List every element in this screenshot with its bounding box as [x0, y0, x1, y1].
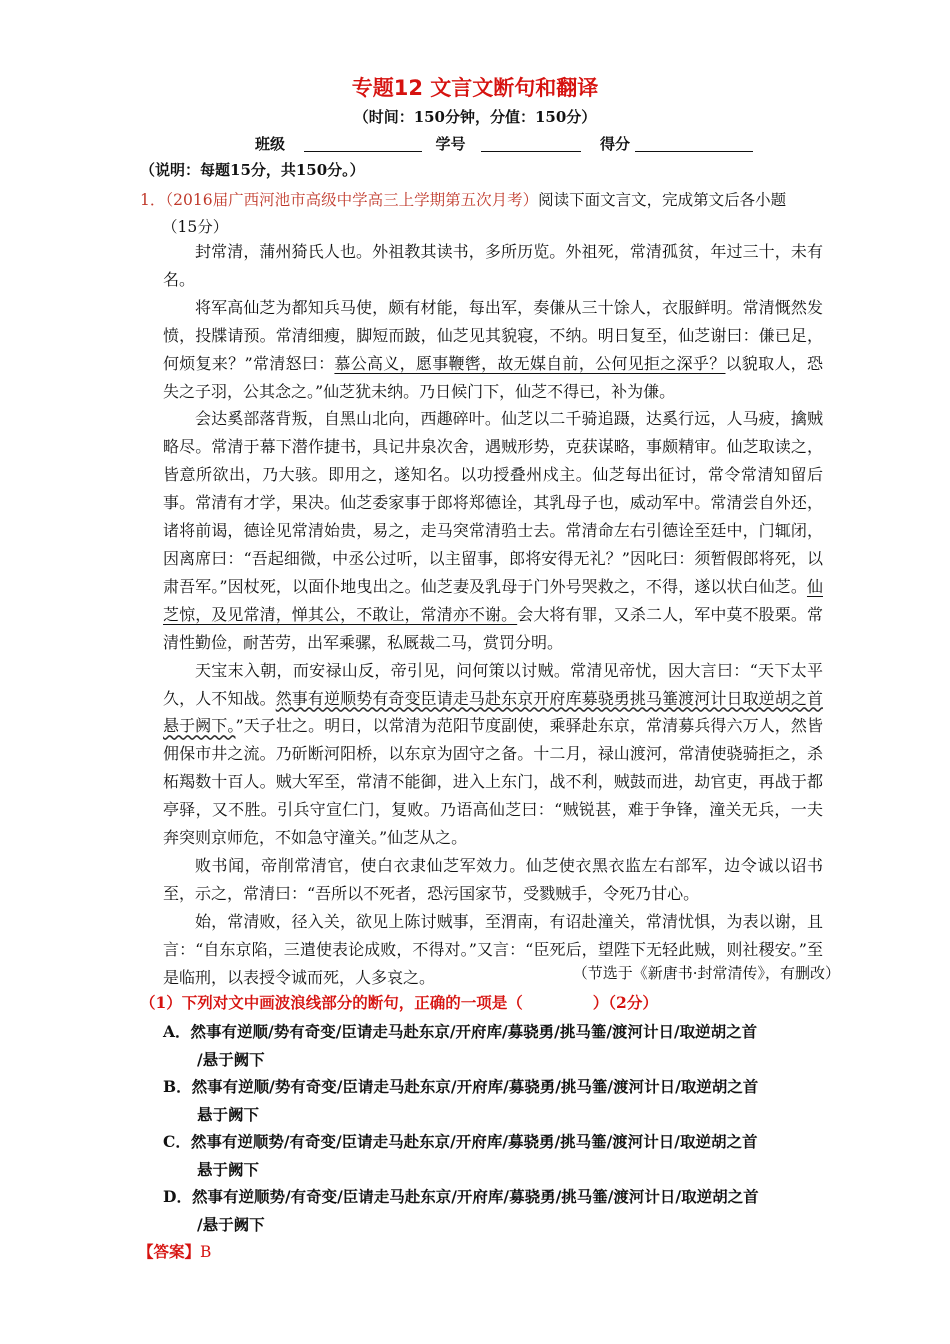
question-1-header [140, 187, 840, 241]
passage-text: 以貌取人，恐失之子羽，公其念之。”仙芝犹未纳。乃日候门下，仙芝不得已，补为傔。 [163, 353, 823, 401]
passage-paragraph: 始，常清败，径入关，欲见上陈讨贼事，至渭南，有诏赴潼关，常清忧惧，为表以谢，且言：“自东京陷，三遣使表论成败，不得对。”又言：“臣死后，望陛下无轻此贼，则社稷安。”至是临刑，以表授令诚而死，人多哀之。 [163, 911, 823, 987]
student-info-fields [255, 133, 753, 154]
option-text: D．然事有逆顺势/有奇变/臣请走马赴东京/开府库/募骁勇/挑马箠/渡河计日/取逆胡之首 [163, 1187, 759, 1206]
passage-source: （节选于《新唐书·封常清传》，有删改） [572, 964, 840, 982]
passage-text: 将军高仙芝为都知兵马使，颇有材能，每出军，奏傔从三十馀人，衣服鲜明。常清慨然发愤，投牒请预。常清细瘦，脚短而跛，仙芝见其貌寝，不纳。明日复至，仙芝谢曰：傔已足，何烦复来？”常清怒曰： [163, 297, 823, 373]
score-label: 得分 [599, 135, 630, 153]
wavy-underlined-sentence: 然事有逆顺势有奇变臣请走马赴东京开府库募骁勇挑马箠渡河计日取逆胡之首悬于阙下。 [163, 688, 823, 736]
question-number: 1． [140, 191, 166, 209]
underlined-sentence: 仙芝惊，及见常清，惮其公，不敢让，常清亦不谢。 [163, 576, 823, 624]
exam-time-score: （时间：150分钟，分值：150分） [353, 108, 597, 126]
option-text-continued: /悬于阙下 [197, 1214, 265, 1234]
passage-paragraph [163, 405, 823, 656]
passage-text: 会达奚部落背叛，自黑山北向，西趣碎叶。仙芝以二千骑追蹑，达奚行远，人马疲，擒贼略尽。常清于幕下潜作捷书，具记井泉次舍，遇贼形势，克获谋略，事颇精审。仙芝取读之，皆意所欲出，乃大骇。即用之，遂知名。以功授叠州戍主。仙芝每出征讨，常令常清知留后事。常清有才学，果决。仙芝委家事于郎将郑德诠，其乳母子也，威动军中。常清尝自外还，诸将前谒，德诠见常清始贵，易之，走马突常清驺士去。常清命左右引德诠至廷中，门辄闭，因离席曰：“吾起细微，中丞公过听，以主留事，郎将安得无礼？”因叱曰：须暂假郎将死，以肃吾军。”因杖死，以面仆地曳出之。仙芝妻及乳母于门外号哭救之，不得，遂以状白仙芝。 [163, 409, 823, 596]
option-text: C．然事有逆顺势/有奇变/臣请走马赴东京/开府库/募骁勇/挑马箠/渡河计日/取逆胡之首 [163, 1132, 758, 1151]
option-b [163, 1073, 833, 1128]
subquestion-points: ）（2分） [592, 993, 658, 1012]
option-c [163, 1128, 833, 1183]
option-a [163, 1018, 833, 1073]
student-id-label: 学号 [435, 135, 466, 153]
answer-value: B [200, 1243, 212, 1261]
passage-text: 会大将有罪，又杀二人，军中莫不股栗。常清性勤俭，耐苦劳，出军乘骡，私厩裁二马，赏罚分明。 [163, 604, 823, 652]
score-blank [635, 135, 753, 152]
page-title: 专题12 文言文断句和翻译 [351, 76, 599, 100]
option-text: B．然事有逆顺/势有奇变/臣请走马赴东京/开府库/募骁勇/挑马箠/渡河计日/取逆胡之首 [163, 1077, 759, 1096]
question-points: （15分） [162, 218, 229, 236]
underlined-sentence: 慕公高义，愿事鞭辔，故无媒自前，公何见拒之深乎？ [334, 353, 726, 373]
class-label: 班级 [255, 135, 286, 153]
student-id-blank [481, 135, 581, 152]
option-text-continued: 悬于阙下 [197, 1159, 260, 1179]
passage-paragraph: 封常清，蒲州猗氏人也。外祖教其读书，多所历览。外祖死，常清孤贫，年过三十，未有名。 [163, 242, 823, 289]
option-d [163, 1183, 833, 1238]
passage-paragraph: 败书闻，帝削常清官，使白衣隶仙芝军效力。仙芝使衣黑衣监左右部军，边令诚以诏书至，示之，常清曰：“吾所以不死者，恐污国家节，受戮贼手，令死乃甘心。 [163, 855, 823, 903]
class-blank [304, 135, 422, 152]
question-source-tag: （2016届广西河池市高级中学高三上学期第五次月考） [165, 191, 539, 209]
option-text: A．然事有逆顺/势有奇变/臣请走马赴东京/开府库/募骁勇/挑马箠/渡河计日/取逆胡之首 [163, 1022, 758, 1041]
instructions-note: （说明：每题15分，共150分。） [140, 161, 365, 179]
classical-passage [163, 238, 823, 991]
passage-paragraph [163, 657, 823, 852]
passage-text: 天宝末入朝，而安禄山反，帝引见，问何策以讨贼。常清见帝忧，因大言曰：“天下太平久，人不知战。 [163, 660, 823, 708]
answer-line [138, 1240, 211, 1262]
option-text-continued: 悬于阙下 [197, 1104, 260, 1124]
passage-paragraph [163, 294, 823, 406]
option-text-continued: /悬于阙下 [197, 1049, 265, 1069]
answer-label: 【答案】 [138, 1242, 201, 1261]
question-instruction: 阅读下面文言文，完成第文后各小题 [538, 191, 787, 209]
passage-text: ”天子壮之。明日，以常清为范阳节度副使，乘驿赴东京，常清募兵得六万人，然皆佣保市井之流。乃斫断河阳桥，以东京为固守之备。十二月，禄山渡河，常清使骁骑拒之，杀柘羯数十百人。贼大军至，常清不能御，进入上东门，战不利，贼鼓而进，劫官吏，再战于都亭驿，又不胜。引兵守宣仁门，复败。乃语高仙芝曰：“贼锐甚，难于争锋，潼关无兵，一夫奔突则京师危，不如急守潼关。”仙芝从之。 [163, 716, 823, 848]
subquestion-1 [140, 991, 658, 1013]
subquestion-label: （1）下列对文中画波浪线部分的断句，正确的一项是（ [140, 993, 523, 1012]
